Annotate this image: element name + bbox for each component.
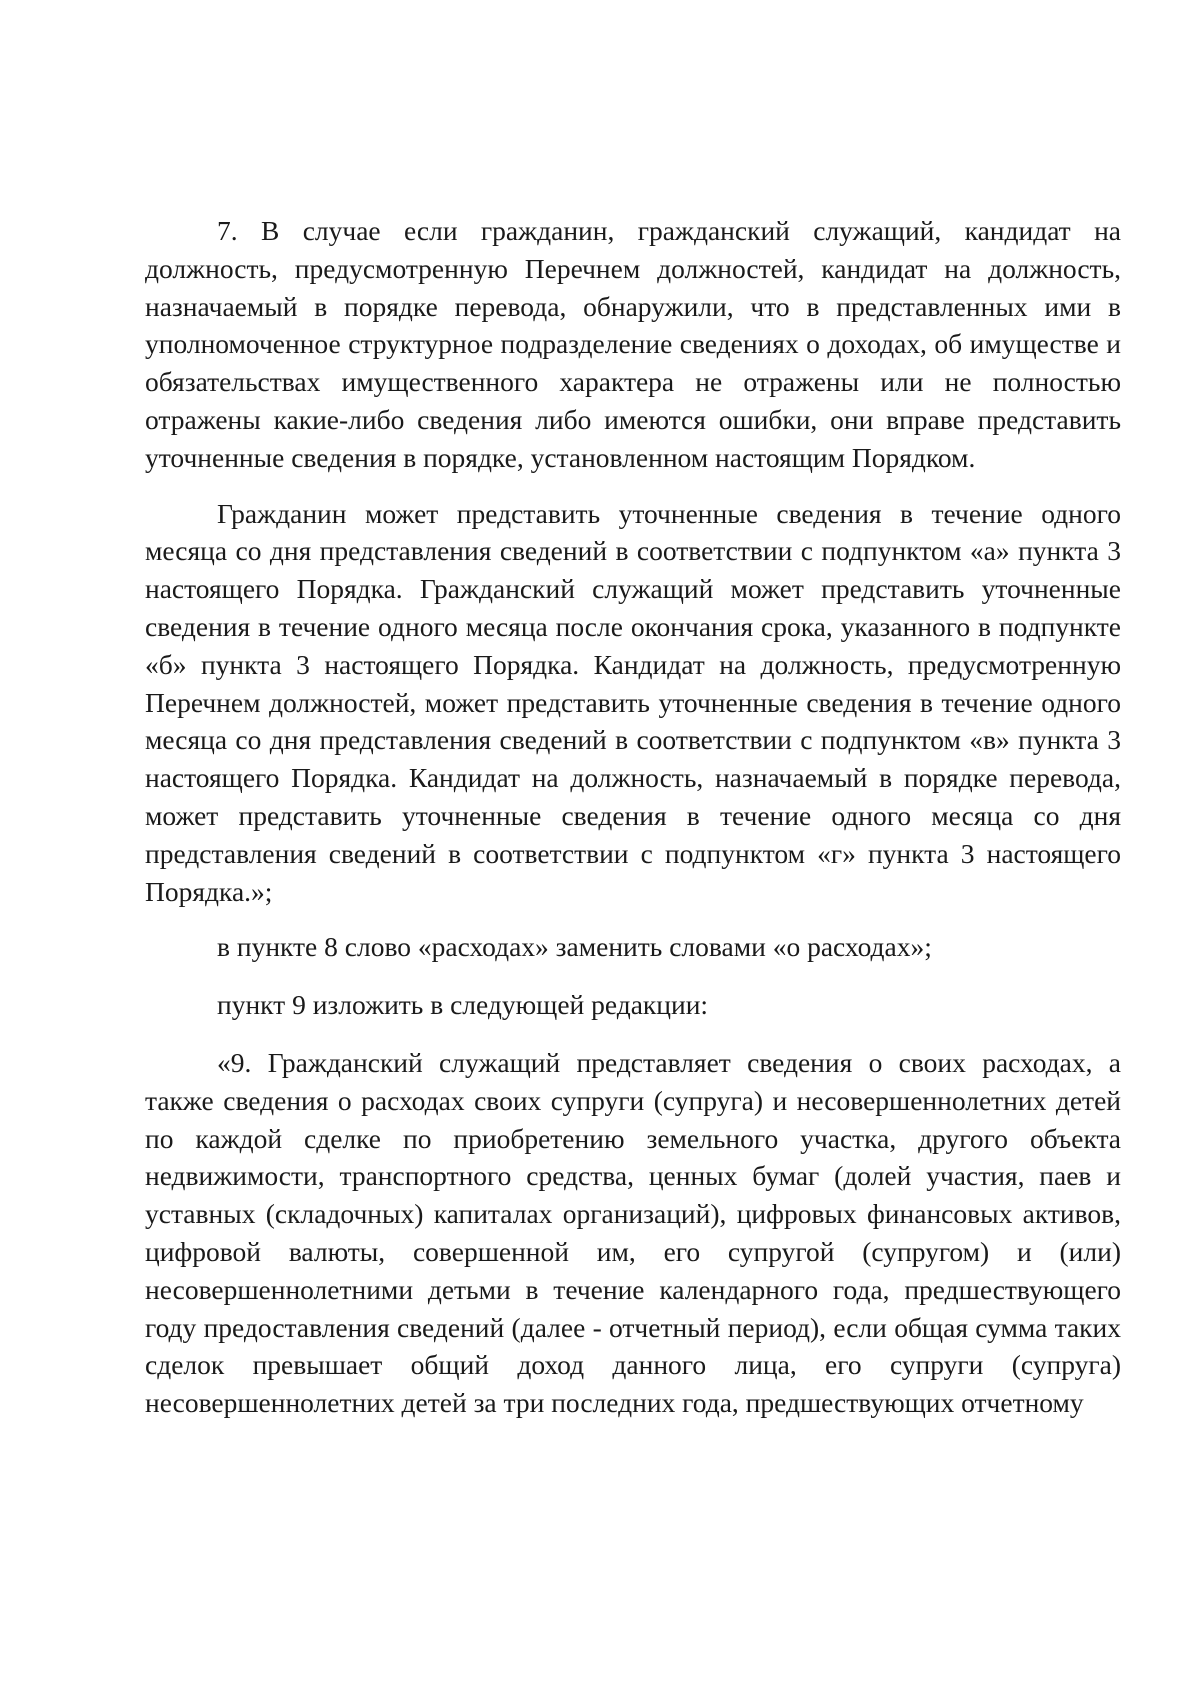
paragraph-item-7: 7. В случае если гражданин, гражданский служащий, кандидат на должность, предусмотренную Перечнем должностей, кандидат на должность, назначаемый в порядке перевода, обнаружили, что в представленных ими в уполномоченное структурное подразделение сведениях о доходах, об имуществе и обязательствах имущественного характера не отражены или не полностью отражены какие-либо сведения либо имеются ошибки, они вправе представить уточненные сведения в порядке, установленном настоящим Порядком. xyxy=(145,215,1121,473)
paragraph-item-9-intro: пункт 9 изложить в следующей редакции: xyxy=(217,989,709,1021)
paragraph-clarified-info-terms: Гражданин может представить уточненные сведения в течение одного месяца со дня представления сведений в соответствии с подпунктом «а» пункта 3 настоящего Порядка. Гражданский служащий может представить уточненные сведения в течение одного месяца после окончания срока, указанного в подпункте «б» пункта 3 настоящего Порядка. Кандидат на должность, предусмотренную Перечнем должностей, может представить уточненные сведения в течение одного месяца со дня представления сведений в соответствии с подпунктом «в» пункта 3 настоящего Порядка. Кандидат на должность, назначаемый в порядке перевода, может представить уточненные сведения в течение одного месяца со дня представления сведений в соответствии с подпунктом «г» пункта 3 настоящего Порядка.»; xyxy=(145,497,1121,907)
paragraph-item-9-text: «9. Гражданский служащий представляет сведения о своих расходах, а также сведения о расходах своих супруги (супруга) и несовершеннолетних детей по каждой сделке по приобретению земельного участка, другого объекта недвижимости, транспортного средства, ценных бумаг (долей участия, паев и уставных (складочных) капиталах организаций), цифровых финансовых активов, цифровой валюты, совершенной им, его супругой (супругом) и (или) несовершеннолетними детьми в течение календарного года, предшествующего году предоставления сведений (далее - отчетный период), если общая сумма таких сделок превышает общий доход данного лица, его супруги (супруга) несовершеннолетних детей за три последних года, предшествующих отчетному xyxy=(145,1046,1121,1419)
paragraph-item-8-amendment: в пункте 8 слово «расходах» заменить словами «о расходах»; xyxy=(217,931,932,963)
document-page xyxy=(145,212,1121,1440)
